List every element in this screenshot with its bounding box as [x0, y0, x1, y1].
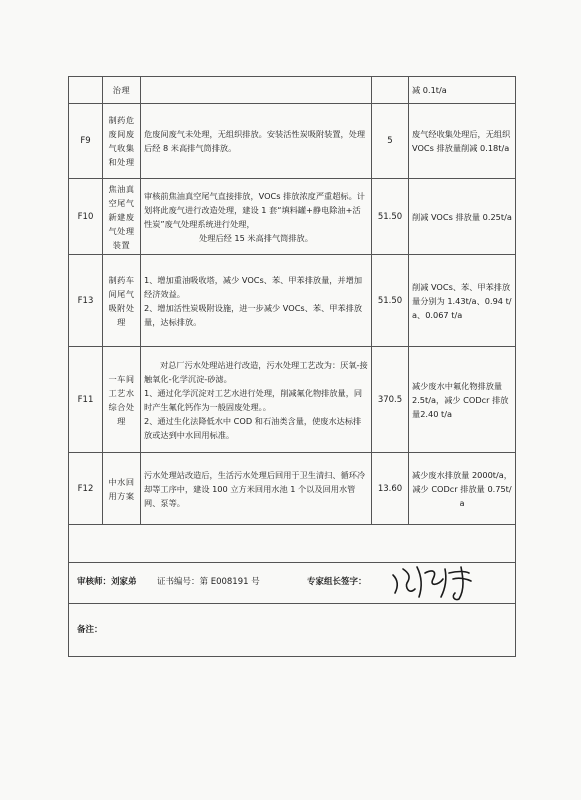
- row-id: F12: [69, 453, 103, 525]
- row-id: F10: [69, 179, 103, 255]
- measure-text: 2、通过生化法降低水中 COD 和石油类含量，使废水达标排放或达到中水回用标准。: [144, 415, 362, 440]
- row-investment: 51.50: [372, 179, 409, 255]
- measure-text: 1、通过化学沉淀对工艺水进行处理，削减氟化物排放量，同时产生氟化钙作为一般固废处理。。: [144, 387, 363, 412]
- row-id: F9: [69, 104, 103, 179]
- handwritten-signature: [387, 559, 497, 603]
- row-id: [69, 77, 103, 104]
- row-measure: [141, 453, 372, 525]
- auditor-label: 审核师：刘家弟: [77, 577, 137, 587]
- measure-text: 危废间废气未处理，无组织排放。安装活性炭吸附装置，处理后经 8 米高排气筒排放。: [144, 129, 366, 153]
- row-effect: 减少废水中氟化物排放量 2.5t/a，减少 CODcr 排放量2.40 t/a: [409, 347, 516, 453]
- row-investment: [372, 77, 409, 104]
- leader-sign-label: 专家组长签字：: [307, 577, 367, 587]
- row-investment: 13.60: [372, 453, 409, 525]
- row-effect: 削减 VOCs 排放量 0.25t/a: [409, 179, 516, 255]
- row-measure: [141, 104, 372, 179]
- note-row: [69, 604, 516, 657]
- table-row: [69, 453, 516, 525]
- row-effect: 废气经收集处理后，无组织 VOCs 排放量削减 0.18t/a: [409, 104, 516, 179]
- row-name: 治理: [103, 77, 141, 104]
- row-measure: [141, 179, 372, 255]
- row-name: 焦油真空尾气新建废气处理装置: [103, 179, 141, 255]
- measure-text: 1、增加重油吸收塔，减少 VOCs、苯、甲苯排放量，并增加经济效益。: [144, 274, 363, 299]
- row-id: F13: [69, 255, 103, 347]
- row-measure: [141, 255, 372, 347]
- table-row: [69, 255, 516, 347]
- row-investment: 5: [372, 104, 409, 179]
- table-row: [69, 104, 516, 179]
- measure-text: 污水处理站改造后，生活污水处理后回用于卫生清扫、循环冷却等工序中，建设 100 立方米回用水池 1 个以及回用水管网、泵等。: [144, 469, 366, 508]
- row-name: 一车间工艺水综合处理: [103, 347, 141, 453]
- row-effect: 减 0.1t/a: [409, 77, 516, 104]
- table-row: [69, 179, 516, 255]
- note-label: 备注：: [77, 625, 103, 635]
- measures-table: [68, 76, 516, 657]
- cert-number: 证书编号：第 E008191 号: [157, 577, 260, 587]
- row-measure: [141, 77, 372, 104]
- row-name: 制药危废间废气收集和处理: [103, 104, 141, 179]
- measure-text: 对总厂污水处理站进行改造，污水处理工艺改为：厌氧-接触氧化-化学沉淀-砂滤。: [144, 359, 368, 384]
- row-effect: 减少废水排放量 2000t/a，减少 CODcr 排放量 0.75t/a: [409, 453, 516, 525]
- row-investment: 370.5: [372, 347, 409, 453]
- row-measure: [141, 347, 372, 453]
- signature-row: [69, 563, 516, 604]
- measure-text: 2、增加活性炭吸附设施，进一步减少 VOCs、苯、甲苯排放量，达标排放。: [144, 302, 363, 327]
- blank-row: [69, 525, 516, 563]
- row-name: 制药车间尾气吸附处理: [103, 255, 141, 347]
- table-row: [69, 347, 516, 453]
- row-name: 中水回用方案: [103, 453, 141, 525]
- row-id: F11: [69, 347, 103, 453]
- row-effect: 削减 VOCs、苯、甲苯排放量分别为 1.43t/a、0.94 t/a、0.067 t/a: [409, 255, 516, 347]
- table-row: [69, 77, 516, 104]
- row-investment: 51.50: [372, 255, 409, 347]
- measure-text: 审核前焦油真空尾气直接排放，VOCs 排放浓度严重超标。计划将此废气进行改造处理，建设 1 套“填料罐+静电除油+活性炭”废气处理系统进行处理，: [144, 190, 365, 229]
- measure-text: 处理后经 15 米高排气筒排放。: [199, 232, 313, 243]
